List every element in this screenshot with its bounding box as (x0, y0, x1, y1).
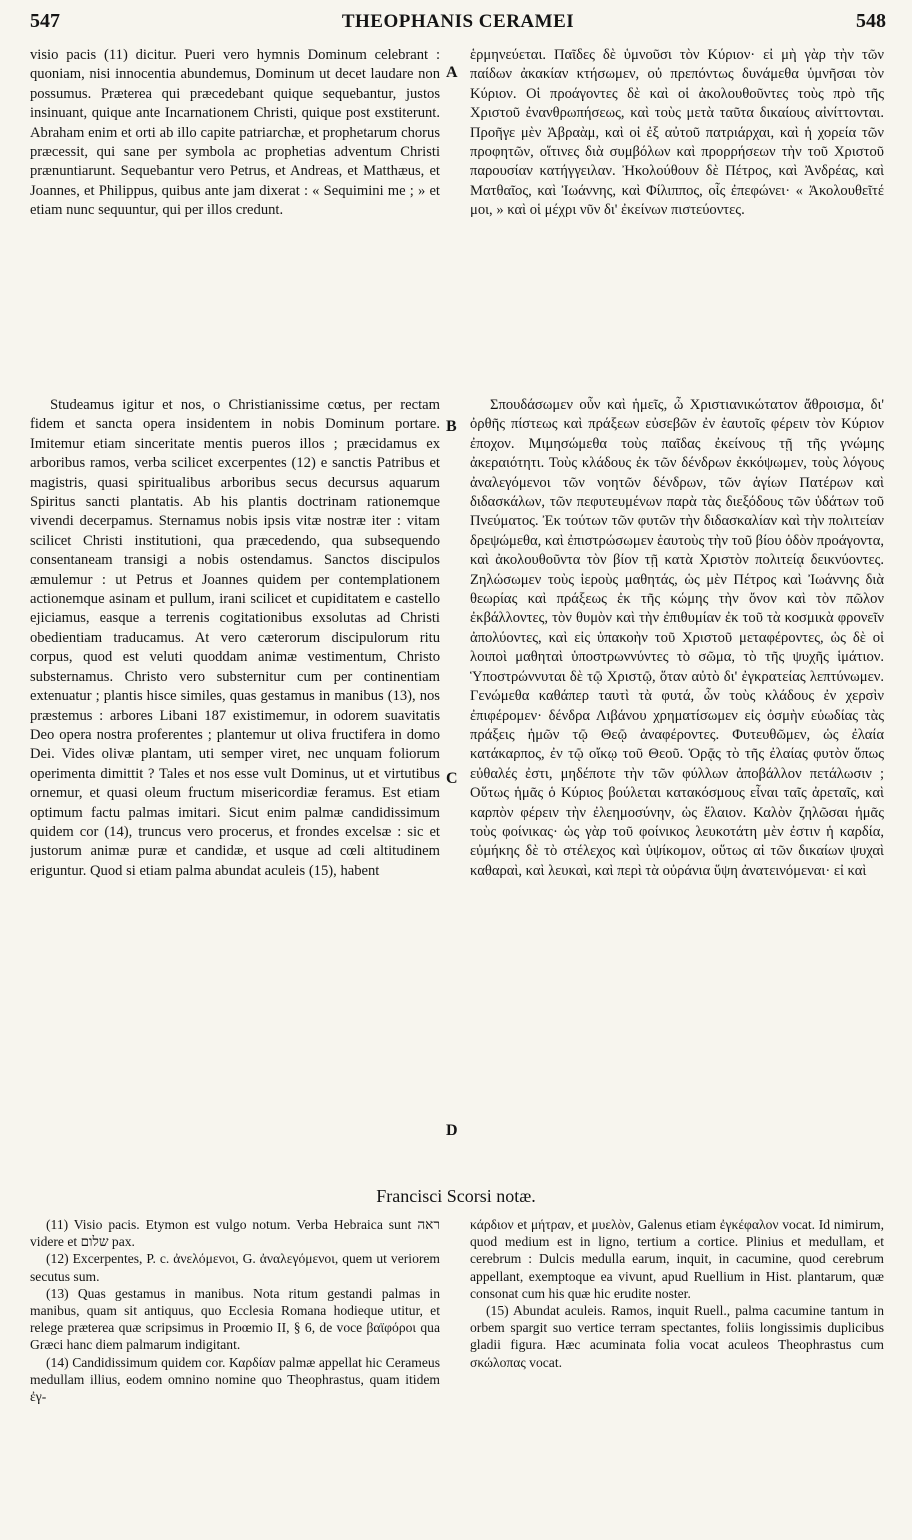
latin-paragraph-2: Studeamus igitur et nos, o Christianissime cœtus, per rectam fidem et sancta opera insidentem in nobis Dominum portare. Imitemur etiam sinceritate mentis pueros illos ; præcidamus ex arboribus ramos, verba scilicet excerpentes (12) e sanctis Patribus et magistris, quasi spiritualibus arboribus secus decursus aquarum Spiritus sancti plantatis. Ab his plantis doctrinam rationemque vivendi decerpamus. Sternamus nobis ipsis vitæ nostræ iter : vitam scilicet Christi institutioni, qua præcedendo, qua subsequendo consentaneam transigi a nobis ostendamus. Sanctos discipulos æmulemur : ut Petrus et Joannes quidem per contemplationem actionemque asinam et pullum, irani scilicet et cupiditatem e castello ejiciamus, easque a terrenis cogitationibus exsolutas ad Christi obedientiam traducamus. At vero cæterorum discipulorum ritu corpus, quod est veluti quoddam animæ vestimentum, Christo substernamus. Christo vero substernitur cum per continentiam extenuatur ; plantis hisce similes, quas gestamus in manibus (13), nos præstemus : arbores Libani 187 existimemur, in odorem suavitatis Deo opera nostra proferentes ; plantemur ut oliva fructifera in domo Dei. Vides olivæ plantam, uti semper viret, nec unquam foliorum operimenta dimittit ? Tales et nos esse vult Dominus, ut et virtutibus ornemur, et quasi oleum fructum misericordiæ feramus. Est etiam optimum factu palmas imitari. Sicut enim palmæ candidissimum quidem cor (14), truncus vero procerus, et frondes excelsæ : sic et justorum animæ puræ et candidæ, et usque ad cœli altitudinem eriguntur. Quod si etiam palma abundat aculeis (15), habent (30, 397, 440, 879)
footnote-14-continued: κάρδιον et μήτραν, et μυελὸν, Galenus etiam ἐγκέφαλον vocat. Id nimirum, quod medium est in ligno, tertium a cortice. Plinius et medullam, et cerebrum : Dulcis medulla earum, inquit, in cacumine, quod cerebrum appellant, exemptoque ea vivunt, apud Ruellium in Hist. plantarum, quæ consonat cum his quæ hic erudite noster. (470, 1217, 884, 1301)
greek-column-section-1 (470, 46, 884, 380)
greek-paragraph-1: ἑρμηνεύεται. Παῖδες δὲ ὑμνοῦσι τὸν Κύριον· εἰ μὴ γὰρ τὴν τῶν παίδων ἀκακίαν κτήσωμεν, οὐ πρεπόντως δυνάμεθα ὑμνῆσαι τὸν Κύριον. Οἱ προάγοντες δὲ καὶ οἱ ἀκολουθοῦντες τοὺς πρὸ τῆς Χριστοῦ ἐνανθρωπήσεως, καὶ τοὺς μετὰ ταῦτα δικαίους αἰνίττονται. Προῆγε μὲν Ἀβραὰμ, καὶ οἱ ἐξ αὐτοῦ πατριάρχαι, καὶ ἡ χορεία τῶν προφητῶν, οἵτινες διὰ συμβόλων καὶ προρρήσεων τὴν τοῦ Χριστοῦ παρουσίαν κατήγγειλαν. Ἠκολούθουν δὲ Πέτρος, καὶ Ἀνδρέας, καὶ Ματθαῖος, καὶ Ἰωάννης, καὶ Φίλιππος, οἷς ἐπεφώνει· « Ἀκολουθεῖτέ μοι, » καὶ οἱ μέχρι νῦν δι' ἐκείνων πιστεύοντες. (470, 47, 884, 219)
section-marker-b: B (446, 418, 457, 435)
section-marker-d: D (446, 1122, 458, 1139)
footnote-11: (11) Visio pacis. Etymon est vulgo notum. Verba Hebraica sunt ראה videre et שלום pax. (30, 1217, 440, 1250)
footnote-15: (15) Abundat aculeis. Ramos, inquit Ruell., palma cacumine tantum in orbem spargit suo vertice terram spectantes, foliis longissimis duplicibus gladii figura. Hæc acuminata folia vocat aculeos Theophrastus cum σκώλοπας vocat. (470, 1303, 884, 1370)
running-header (30, 10, 886, 42)
notes-left-column (30, 1216, 440, 1516)
section-marker-a: A (446, 64, 458, 81)
footnote-13: (13) Quas gestamus in manibus. Nota ritum gestandi palmas in manibus, quam sit antiquus, quo Ecclesia Romana hodieque utitur, et relege præterea quæ scripsimus in Proœmio II, § 6, de voce βαϊφόροι qua Græci hanc diem palmarum indigitant. (30, 1285, 440, 1353)
right-page-number: 548 (856, 10, 886, 32)
footnote-12: (12) Excerpentes, P. c. ἀνελόμενοι, G. ἀναλεγόμενοι, quem ut veriorem secutus sum. (30, 1251, 440, 1284)
left-page-number: 547 (30, 10, 60, 32)
running-title: THEOPHANIS CERAMEI (341, 11, 575, 32)
notes-heading: Francisci Scorsi notæ. (376, 1186, 536, 1206)
latin-column-section-1 (30, 46, 440, 380)
notes-right-column (470, 1216, 884, 1516)
footnote-14: (14) Candidissimum quidem cor. Καρδίαν palmæ appellat hic Cerameus medullam illius, eodem omnino nomine quo Theophrastus, quam itidem ἐγ- (30, 1354, 440, 1405)
latin-paragraph-1: visio pacis (11) dicitur. Pueri vero hymnis Dominum celebrant : quoniam, nisi innocentia abundemus, Dominum ut decet laudare non possumus. Præterea qui præcedebant quique sequebantur, justos insinuant, quique ante Incarnationem Christi, quique post exstiterunt. Abraham enim et orti ab illo capite patriarchæ, et prophetarum chorus præcessit, qui sane per symbola ac prophetias adventum Christi prænuntiarunt. Sequebantur vero Petrus, et Andreas, et Matthæus, et Joannes, et Philippus, quibus ante jam dixerat : « Sequimini me ; » et etiam nunc sequuntur, qui per illos credunt. (30, 47, 440, 219)
section-marker-c: C (446, 770, 458, 787)
greek-paragraph-2: Σπουδάσωμεν οὖν καὶ ἡμεῖς, ὦ Χριστιανικώτατον ἄθροισμα, δι' ὀρθῆς πίστεως καὶ πράξεων εὐσεβῶν ἐν ἑαυτοῖς φέρειν τὸν Κύριον ἐποχον. Μιμησώμεθα τοὺς παῖδας ἐκείνους τῇ τῆς γνώμης ἀκεραιότητι. Τοὺς κλάδους ἐκ τῶν δένδρων ἐκκόψωμεν, τοὺς λόγους ἀναλεγόμενοι τῶν νοητῶν δένδρων, τῶν ἁγίων Πατέρων καὶ διδασκάλων, τῶν πεφυτευμένων παρὰ τὰς διεξόδους τῶν ὑδάτων τοῦ Πνεύματος. Ἐκ τούτων τῶν φυτῶν τὴν διδασκαλίαν καὶ τὴν πολιτείαν δρεψώμεθα, καὶ ἐπιστρώσωμεν ἑαυτοὺς τὴν τοῦ βίου ὁδὸν προάγοντα, καὶ ἀκολουθοῦντα τὸν βίον τῇ κατὰ Χριστὸν πολιτείᾳ δεικνύοντες. Ζηλώσωμεν τοὺς ἱεροὺς μαθητάς, ὡς μὲν Πέτρος καὶ Ἰωάννης διὰ θεωρίας καὶ πράξεως ἐκ τῆς κώμης τὴν ὄνον καὶ τὸν πῶλον ἐκβάλλοντες, τὸν θυμὸν καὶ τὴν ἐπιθυμίαν ἐκ τοῦ τὰ κοσμικὰ φρονεῖν ἀπολύοντες, καὶ εἰς ὑπακοὴν τοῦ Χριστοῦ μεταφέροντες, ὡς δὲ οἱ λοιποὶ μαθηταὶ ὑποστρωννύντες τὸ σῶμα, τὸ τῆς ψυχῆς ἱμάτιον. Ὑποστρώννυται δὲ τῷ Χριστῷ, ὅταν αὐτὸ δι' ἐγκρατείας λεπτύνωμεν. Γενώμεθα καθάπερ ταυτὶ τὰ φυτά, ὧν τοὺς κλάδους ἐν χερσὶν ἐπιφέρομεν· δένδρα Λιβάνου χρηματίσωμεν εἰς ὀσμὴν εὐωδίας τὰς πράξεις ἡμῶν τῷ Θεῷ ἀναφέροντες. Φυτευθῶμεν, ὡς ἐλαία κατάκαρπος, ἐν τῷ οἴκῳ τοῦ Θεοῦ. Ὁρᾷς τὸ τῆς ἐλαίας φυτὸν ὅπως εὐθαλές ἐστι, μηδέποτε τὴν τῶν φύλλων ἀποβάλλον πετάλωσιν ; Οὕτως ἡμᾶς ὁ Κύριος βούλεται κατακόσμους εἶναι ταῖς ἀρεταῖς, καὶ καρπὸν φέρειν τὴν ἐλεημοσύνην, ὡς ἔλαιον. Καλὸν ζηλῶσαι ἡμᾶς τοὺς φοίνικας· ὡς γὰρ τοῦ φοίνικος λευκοτάτη μὲν ἐστιν ἡ καρδία, εὐμήκης δὲ τὸ στέλεχος καὶ ὑψίκομον, οὕτως αἱ τῶν δικαίων ψυχαὶ καθαραὶ, καὶ λευκαὶ, καὶ περὶ τὰ οὐράνια ὕψη ἀνατεινόμεναι· εἰ καὶ (470, 397, 884, 879)
